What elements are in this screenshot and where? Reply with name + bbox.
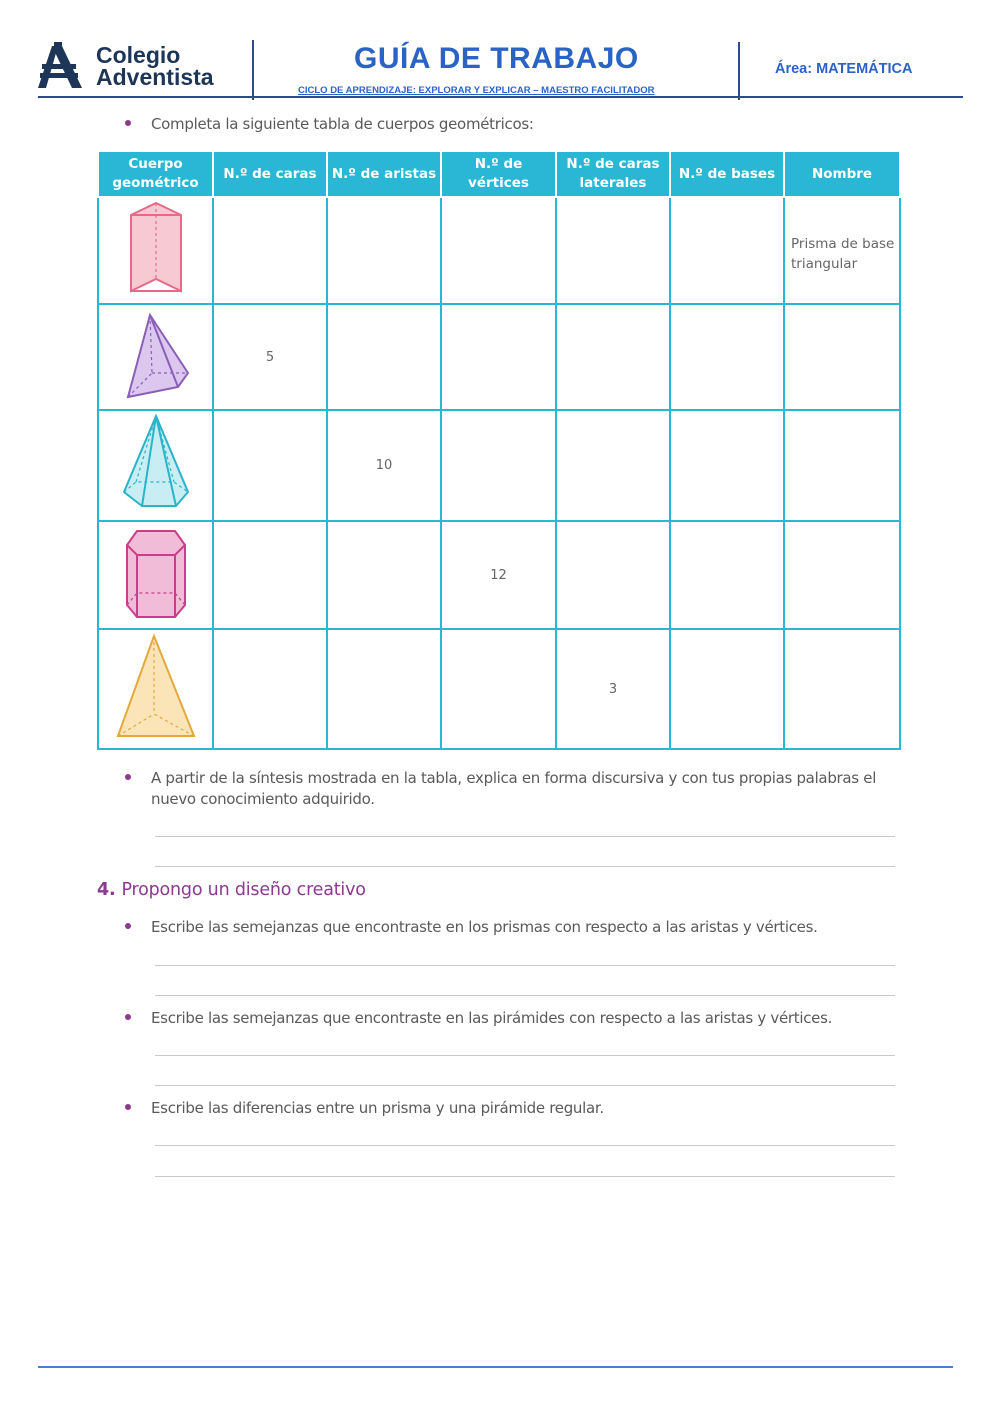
header-divider-right — [738, 42, 740, 100]
header-caras-laterales: N.º de caras laterales — [556, 151, 670, 197]
prompt-pyramids — [125, 1008, 832, 1029]
lateral-faces-input-cell[interactable]: 3 — [556, 629, 670, 749]
faces-input-cell[interactable] — [213, 521, 327, 629]
faces-input-cell[interactable] — [213, 629, 327, 749]
page-subtitle: CICLO DE APRENDIZAJE: EXPLORAR Y EXPLICAR – MAESTRO FACILITADOR — [298, 85, 655, 96]
footer-rule — [38, 1366, 953, 1368]
edges-input-cell[interactable] — [327, 304, 441, 410]
lateral-faces-input-cell[interactable] — [556, 304, 670, 410]
instruction-synthesis — [125, 768, 905, 810]
name-cell[interactable]: Prisma de base triangular — [784, 197, 900, 304]
logo-text — [96, 44, 214, 88]
section-title-text: Propongo un diseño creativo — [121, 880, 366, 900]
lateral-faces-input-cell[interactable] — [556, 197, 670, 304]
shape-cell — [98, 410, 213, 521]
triangular-pyramid-icon — [114, 632, 198, 742]
answer-line[interactable] — [155, 1145, 895, 1146]
square-pyramid-icon — [116, 305, 196, 405]
bases-input-cell[interactable] — [670, 629, 784, 749]
answer-line[interactable] — [155, 965, 895, 966]
name-cell[interactable] — [784, 521, 900, 629]
bullet-icon — [125, 120, 131, 126]
answer-line[interactable] — [155, 1085, 895, 1086]
page-title: GUÍA DE TRABAJO — [354, 42, 639, 75]
prompt-prisms-text: Escribe las semejanzas que encontraste en los prismas con respecto a las aristas y vértices. — [151, 918, 818, 936]
faces-input-cell[interactable] — [213, 197, 327, 304]
bullet-icon — [125, 1104, 131, 1110]
table-row — [98, 521, 900, 629]
table-row — [98, 304, 900, 410]
prompt-pyramids-text: Escribe las semejanzas que encontraste en las pirámides con respecto a las aristas y vértices. — [151, 1009, 833, 1027]
bases-input-cell[interactable] — [670, 521, 784, 629]
edges-input-cell[interactable] — [327, 197, 441, 304]
answer-line[interactable] — [155, 995, 895, 996]
answer-line[interactable] — [155, 866, 895, 867]
shape-cell — [98, 521, 213, 629]
pentagonal-pyramid-icon — [118, 412, 194, 516]
header-cuerpo: Cuerpo geométrico — [98, 151, 213, 197]
name-cell[interactable] — [784, 304, 900, 410]
header-nombre: Nombre — [784, 151, 900, 197]
vertices-input-cell[interactable] — [441, 410, 556, 521]
edges-input-cell[interactable] — [327, 521, 441, 629]
logo-line1: Colegio — [96, 42, 181, 68]
name-cell[interactable] — [784, 629, 900, 749]
shape-cell — [98, 304, 213, 410]
header-divider-left — [252, 40, 254, 100]
answer-line[interactable] — [155, 836, 895, 837]
instruction-table-text: Completa la siguiente tabla de cuerpos geométricos: — [151, 115, 534, 133]
header-rule — [38, 96, 963, 98]
instruction-table — [125, 114, 534, 135]
subject-area: Área: MATEMÁTICA — [775, 61, 913, 77]
vertices-input-cell[interactable] — [441, 197, 556, 304]
geometric-bodies-table — [97, 150, 901, 750]
answer-line[interactable] — [155, 1055, 895, 1056]
bases-input-cell[interactable] — [670, 304, 784, 410]
header-vertices: N.º de vértices — [441, 151, 556, 197]
table-header-row — [98, 151, 900, 197]
table-row — [98, 410, 900, 521]
header-aristas: N.º de aristas — [327, 151, 441, 197]
answer-line[interactable] — [155, 1176, 895, 1177]
lateral-faces-input-cell[interactable] — [556, 410, 670, 521]
faces-input-cell[interactable] — [213, 410, 327, 521]
prompt-differences-text: Escribe las diferencias entre un prisma y una pirámide regular. — [151, 1099, 604, 1117]
vertices-input-cell[interactable] — [441, 629, 556, 749]
section-4-title — [97, 880, 366, 900]
instruction-synthesis-text: A partir de la síntesis mostrada en la tabla, explica en forma discursiva y con tus propias palabras el nuevo conocimiento adquirido. — [151, 769, 877, 808]
prompt-differences — [125, 1098, 604, 1119]
bullet-icon — [125, 923, 131, 929]
table-row — [98, 629, 900, 749]
triangular-prism-icon — [121, 199, 191, 299]
vertices-input-cell[interactable]: 12 — [441, 521, 556, 629]
logo-icon — [38, 42, 88, 92]
hexagonal-prism-icon — [121, 523, 191, 623]
edges-input-cell[interactable] — [327, 629, 441, 749]
shape-cell — [98, 197, 213, 304]
lateral-faces-input-cell[interactable] — [556, 521, 670, 629]
header-caras: N.º de caras — [213, 151, 327, 197]
school-logo — [38, 42, 253, 92]
edges-input-cell[interactable]: 10 — [327, 410, 441, 521]
bullet-icon — [125, 1014, 131, 1020]
vertices-input-cell[interactable] — [441, 304, 556, 410]
shape-cell — [98, 629, 213, 749]
page-header — [38, 38, 963, 100]
table-row — [98, 197, 900, 304]
name-cell[interactable] — [784, 410, 900, 521]
logo-line2: Adventista — [96, 64, 214, 90]
faces-input-cell[interactable]: 5 — [213, 304, 327, 410]
section-number: 4. — [97, 880, 116, 900]
bullet-icon — [125, 774, 131, 780]
bases-input-cell[interactable] — [670, 197, 784, 304]
bases-input-cell[interactable] — [670, 410, 784, 521]
header-bases: N.º de bases — [670, 151, 784, 197]
prompt-prisms — [125, 917, 818, 938]
